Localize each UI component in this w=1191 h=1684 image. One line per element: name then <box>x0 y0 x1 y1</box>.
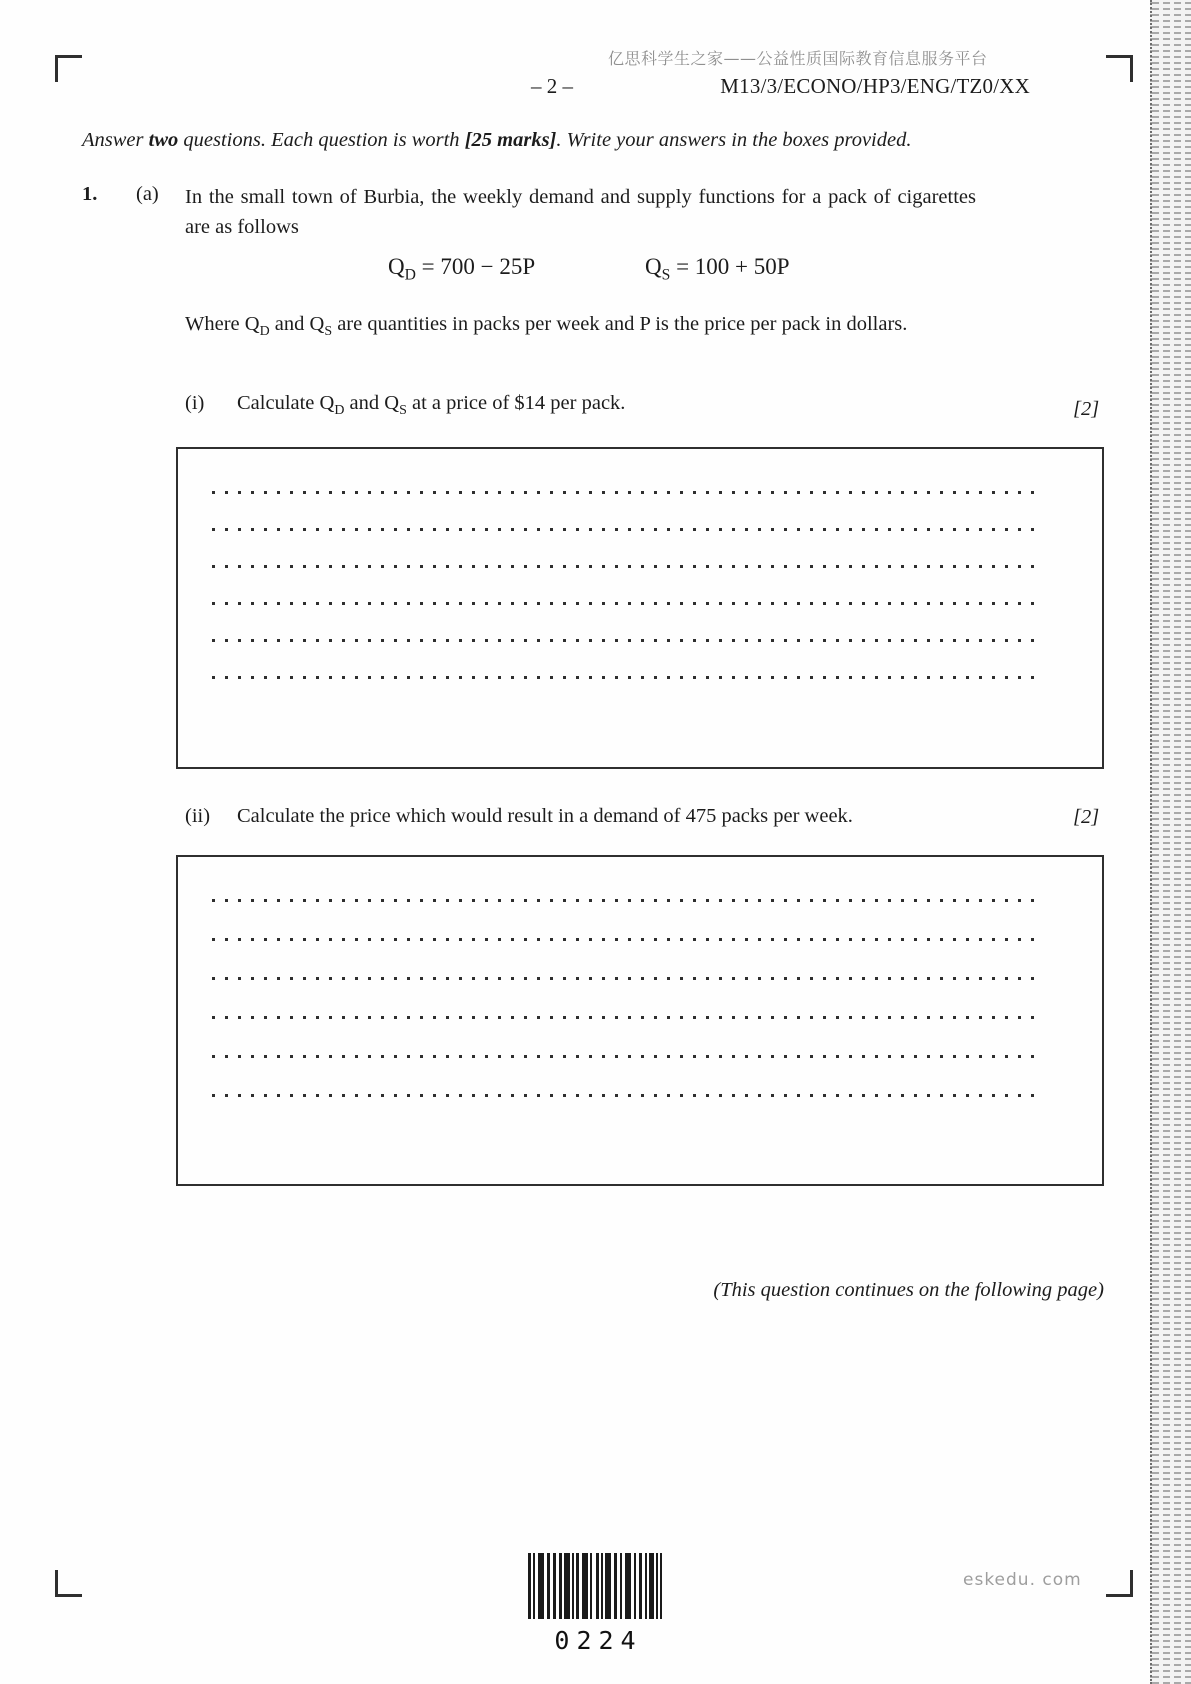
demand-subscript: D <box>404 266 416 284</box>
answer-dotted-line <box>212 491 1042 494</box>
part-i-qd: Q <box>319 392 335 414</box>
where-qs-sub: S <box>324 324 333 340</box>
paper-code: M13/3/ECONO/HP3/ENG/TZ0/XX <box>720 74 1030 98</box>
crop-mark-bottom-right <box>1106 1570 1133 1597</box>
answer-dotted-line <box>212 899 1042 902</box>
answer-dotted-line <box>212 639 1042 642</box>
part-i-text: at a price of $14 per pack. <box>406 392 626 414</box>
where-text: Where <box>185 313 245 335</box>
part-i-text: and <box>344 392 385 414</box>
answer-dotted-line <box>212 528 1042 531</box>
where-text: and <box>269 313 310 335</box>
question-intro: In the small town of Burbia, the weekly demand and supply functions for a pack of cigarettes are as follows <box>185 186 976 238</box>
answer-dotted-line <box>212 602 1042 605</box>
instructions-text: Answer <box>82 129 149 151</box>
instructions-text: questions. Each question is worth <box>178 129 465 151</box>
demand-rhs: = 700 − 25P <box>415 254 536 279</box>
instructions-bold-marks: [25 marks] <box>464 129 557 151</box>
answer-dotted-line <box>212 565 1042 568</box>
answer-dotted-line <box>212 676 1042 679</box>
part-a-label: (a) <box>136 183 159 205</box>
answer-dotted-line <box>212 1055 1042 1058</box>
continues-note: (This question continues on the following page) <box>713 1279 1104 1301</box>
demand-equation <box>388 254 536 284</box>
site-watermark: eskedu. com <box>963 1570 1082 1590</box>
answer-box-part-i <box>176 447 1104 769</box>
instructions-bold-two: two <box>148 129 179 151</box>
barcode-icon <box>528 1553 662 1619</box>
part-i-marks: [2] <box>1073 398 1100 420</box>
crop-mark-top-right <box>1106 55 1133 82</box>
where-qd: Q <box>244 313 260 335</box>
where-qd-sub: D <box>259 324 270 340</box>
crop-mark-top-left <box>55 55 82 82</box>
chinese-watermark: 亿思科学生之家——公益性质国际教育信息服务平台 <box>608 49 988 68</box>
where-qs: Q <box>309 313 325 335</box>
page-number: – 2 – <box>531 74 573 98</box>
part-i-label: (i) <box>185 392 205 414</box>
part-ii-question: Calculate the price which would result in a demand of 475 packs per week. <box>237 805 853 827</box>
supply-q-symbol: Q <box>645 254 662 279</box>
answer-dotted-line <box>212 977 1042 980</box>
answer-box-part-ii <box>176 855 1104 1186</box>
exam-instructions <box>82 129 997 152</box>
supply-subscript: S <box>661 266 671 284</box>
page-barcode-block <box>528 1553 662 1655</box>
part-ii-marks: [2] <box>1073 806 1100 828</box>
question-number: 1. <box>82 183 98 205</box>
answer-dotted-line <box>212 938 1042 941</box>
part-ii-label: (ii) <box>185 805 211 827</box>
part-i-qs: Q <box>384 392 400 414</box>
instructions-text: . Write your answers in the boxes provided. <box>556 129 912 151</box>
part-i-text: Calculate <box>237 392 320 414</box>
variables-note <box>185 313 908 340</box>
demand-q-symbol: Q <box>388 254 405 279</box>
where-text: are quantities in packs per week and P is the price per pack in dollars. <box>332 313 908 335</box>
supply-equation <box>645 254 790 284</box>
answer-dotted-line <box>212 1094 1042 1097</box>
barcode-digits: 0224 <box>554 1626 643 1655</box>
answer-dotted-line <box>212 1016 1042 1019</box>
crop-mark-bottom-left <box>55 1570 82 1597</box>
part-i-question <box>237 392 1017 419</box>
supply-rhs: = 100 + 50P <box>670 254 790 279</box>
part-i-qd-sub: D <box>334 403 345 419</box>
part-i-qs-sub: S <box>399 403 407 419</box>
binding-texture-strip <box>1150 0 1191 1684</box>
